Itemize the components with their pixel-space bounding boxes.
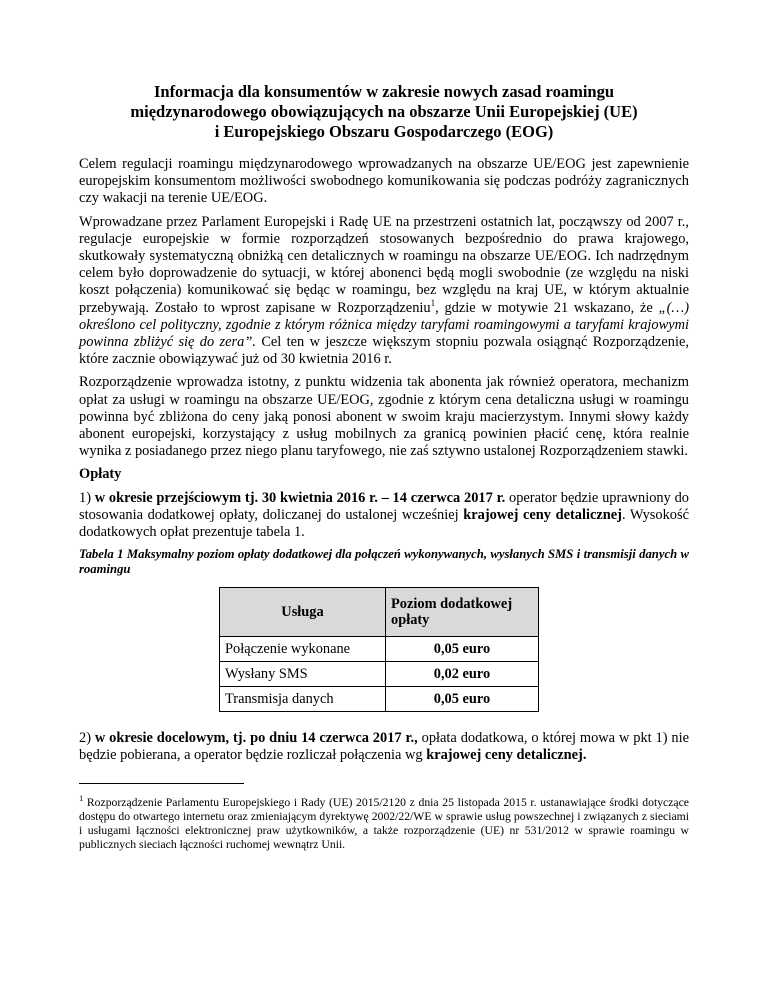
title-line-3: i Europejskiego Obszaru Gospodarczego (EOG) — [214, 122, 554, 141]
table-header-row — [220, 588, 539, 637]
table-caption: Tabela 1 Maksymalny poziom opłaty dodatkowej dla połączeń wykonywanych, wysłanych SMS i transmisji danych w roamingu — [79, 547, 689, 577]
fees-table — [219, 587, 539, 712]
document-page — [79, 82, 689, 852]
intro-paragraph: Celem regulacji roamingu międzynarodowego wprowadzanych na obszarze UE/EOG jest zapewnienie europejskim konsumentom możliwości swobodnego komunikowania się podczas podróży zagranicznych czy wakacji na terenie UE/EOG. — [79, 156, 689, 207]
table-row — [220, 687, 539, 712]
point-2-period: w okresie docelowym, tj. po dniu 14 czerwca 2017 r., — [94, 730, 418, 747]
point-1-number: 1) — [79, 489, 95, 506]
history-text: Wprowadzane przez Parlament Europejski i Radę UE na przestrzeni ostatnich lat, począwszy od 2007 r., regulacje europejskie w formie rozporządzeń stosowanych bezpośrednio do prawa krajowego, skutkowały systematyczną obniżką cen detalicznych w roamingu na obszarze UE/EOG. Ich nadrzędnym celem było doprowadzenie do sytuacji, w której abonenci będą mogli swobodnie (ze względu na niski koszt połączenia) komunikować się będąc w roamingu, bez względu na kraj UE, w którym aktualnie przebywają. Zostało to wprost zapisane w Rozporządzeniu — [79, 213, 689, 316]
motive-quote: „(…) określono cel polityczny, zgodnie z którym różnica między taryfami roamingowymi a taryfami krajowymi powinna zbliżyć się do zera”. — [79, 299, 689, 351]
spacer — [79, 712, 689, 730]
point-1-price: krajowej ceny detalicznej — [463, 506, 622, 523]
fees-heading: Opłaty — [79, 466, 122, 483]
point-2 — [79, 730, 689, 764]
table-row — [220, 662, 539, 687]
point-2-price: krajowej ceny detalicznej. — [426, 747, 587, 764]
history-paragraph — [79, 214, 689, 369]
point-2-number: 2) — [79, 730, 95, 747]
point-1-text: operator będzie uprawniony do stosowania dodatkowej opłaty, doliczanej do ustalonej wcześniej — [79, 489, 689, 523]
footnote-separator — [79, 783, 244, 784]
fee-cell: 0,02 euro — [386, 662, 539, 687]
history-text-end: Cel ten w jeszcze większym stopniu pozwala osiągnąć Rozporządzenie, które zacznie obowiązywać już od 30 kwietnia 2016 r. — [79, 334, 689, 368]
footnote-number: 1 — [79, 792, 84, 803]
service-cell: Wysłany SMS — [220, 662, 386, 687]
point-1-period: w okresie przejściowym tj. 30 kwietnia 2016 r. – 14 czerwca 2017 r. — [94, 489, 506, 506]
page-title — [79, 82, 689, 142]
service-cell: Transmisja danych — [220, 687, 386, 712]
mechanism-paragraph: Rozporządzenie wprowadza istotny, z punktu widzenia tak abonenta jak również operatora, mechanizm opłat za usługi w roamingu na obszarze UE/EOG, zgodnie z którym cena detaliczna usługi w roamingu powinna być zbliżona do ceny jaką ponosi abonent w swoim kraju macierzystym. Innymi słowy każdy abonent europejski, korzystający z usług mobilnych za granicą powinien płacić cenę, która realnie wynika z posiadanego przez niego planu taryfowego, nie zaś sztywno ustalonej Rozporządzeniem stawki. — [79, 374, 689, 460]
header-service: Usługa — [220, 588, 386, 637]
fee-cell: 0,05 euro — [386, 637, 539, 662]
footnote — [79, 792, 689, 852]
footnote-ref: 1 — [430, 297, 436, 308]
history-text-cont: , gdzie w motywie 21 wskazano, że — [435, 299, 659, 316]
title-line-2: międzynarodowego obowiązujących na obszarze Unii Europejskiej (UE) — [130, 102, 638, 121]
fee-cell: 0,05 euro — [386, 687, 539, 712]
header-fee: Poziom dodatkowej opłaty — [386, 588, 539, 637]
point-1-text-end: . Wysokość dodatkowych opłat prezentuje tabela 1. — [79, 506, 689, 541]
footnote-text: Rozporządzenie Parlamentu Europejskiego i Rady (UE) 2015/2120 z dnia 25 listopada 2015 r. ustanawiające środki dotyczące dostępu do otwartego internetu oraz zmieniającym dyrektywę 2002/22/WE w sprawie usług powszechnej i związanych z sieciami i usługami łączności elektronicznej praw użytkowników, a także rozporządzenie (UE) nr 531/2012 w sprawie roamingu w publicznych sieciach łączności ruchomej wewnątrz Unii. — [79, 795, 689, 851]
point-1 — [79, 490, 689, 542]
title-line-1: Informacja dla konsumentów w zakresie nowych zasad roamingu — [153, 82, 615, 101]
point-2-text: opłata dodatkowa, o której mowa w pkt 1) nie będzie pobierana, a operator będzie rozliczał połączenia wg — [79, 730, 690, 764]
service-cell: Połączenie wykonane — [220, 637, 386, 662]
table-row — [220, 637, 539, 662]
